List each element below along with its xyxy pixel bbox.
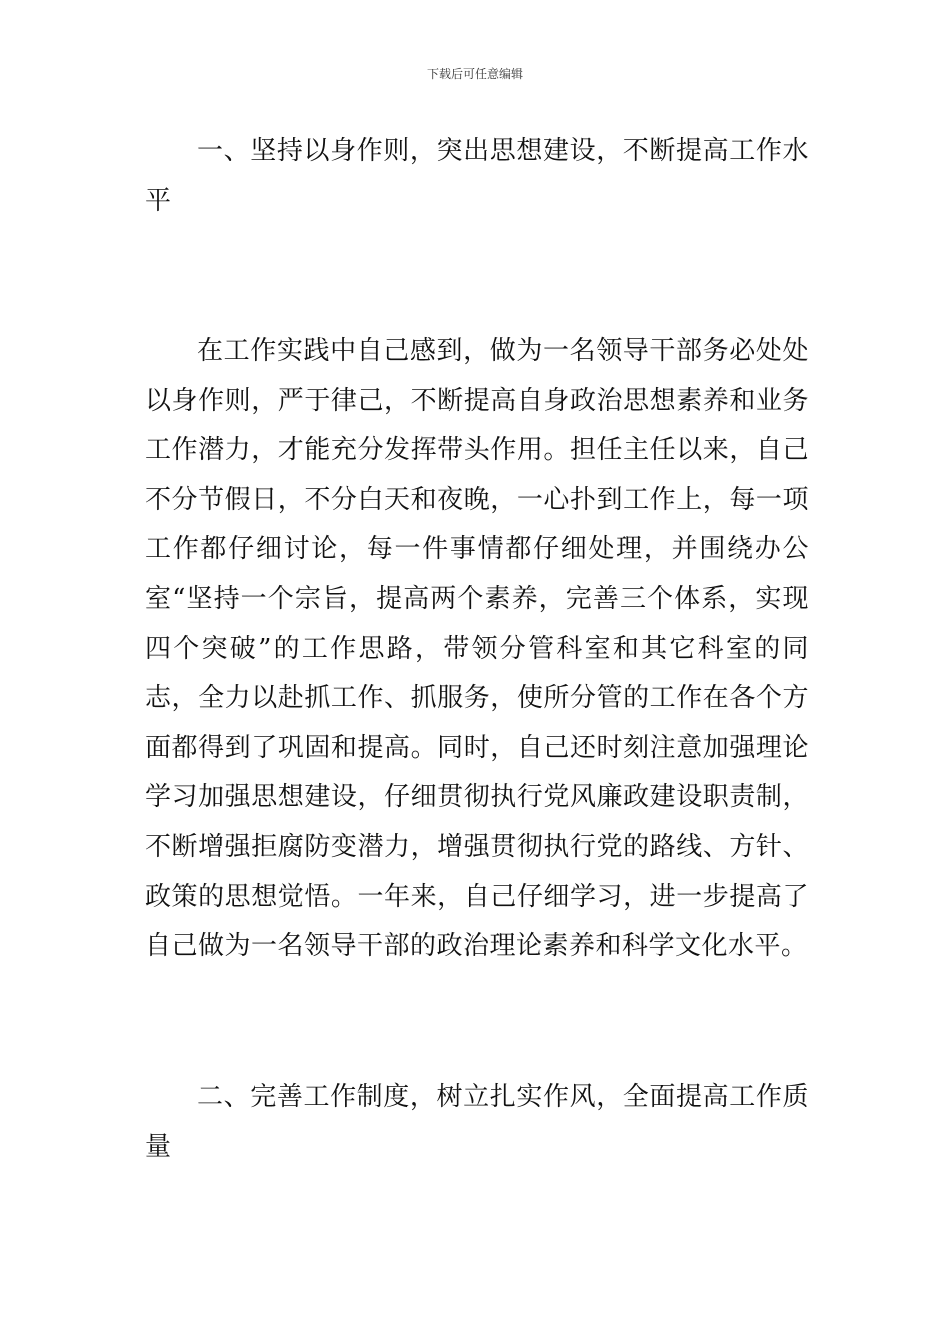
page-header-note: 下载后可任意编辑 — [426, 67, 523, 81]
section-heading-1: 一、坚持以身作则，突出思想建设，不断提高工作水平 — [145, 136, 809, 216]
section-heading-2: 二、完善工作制度，树立扎实作风，全面提高工作质量 — [145, 1082, 809, 1162]
section-paragraph-1: 在工作实践中自己感到，做为一名领导干部务必处处以身作则，严于律己，不断提高自身政治思想素养和业务工作潜力，才能充分发挥带头作用。担任主任以来，自己不分节假日，不分白天和夜晚，一心扑到工作上，每一项工作都仔细讨论，每一件事情都仔细处理，并围绕办公室“坚持一个宗旨，提高两个素养，完善三个体系，实现四个突破”的工作思路，带领分管科室和其它科室的同志，全力以赴抓工作、抓服务，使所分管的工作在各个方面都得到了巩固和提高。同时，自己还时刻注意加强理论学习加强思想建设，仔细贯彻执行党风廉政建设职责制，不断增强拒腐防变潜力，增强贯彻执行党的路线、方针、政策的思想觉悟。一年来，自己仔细学习，进一步提高了自己做为一名领导干部的政治理论素养和科学文化水平。 — [145, 336, 809, 962]
